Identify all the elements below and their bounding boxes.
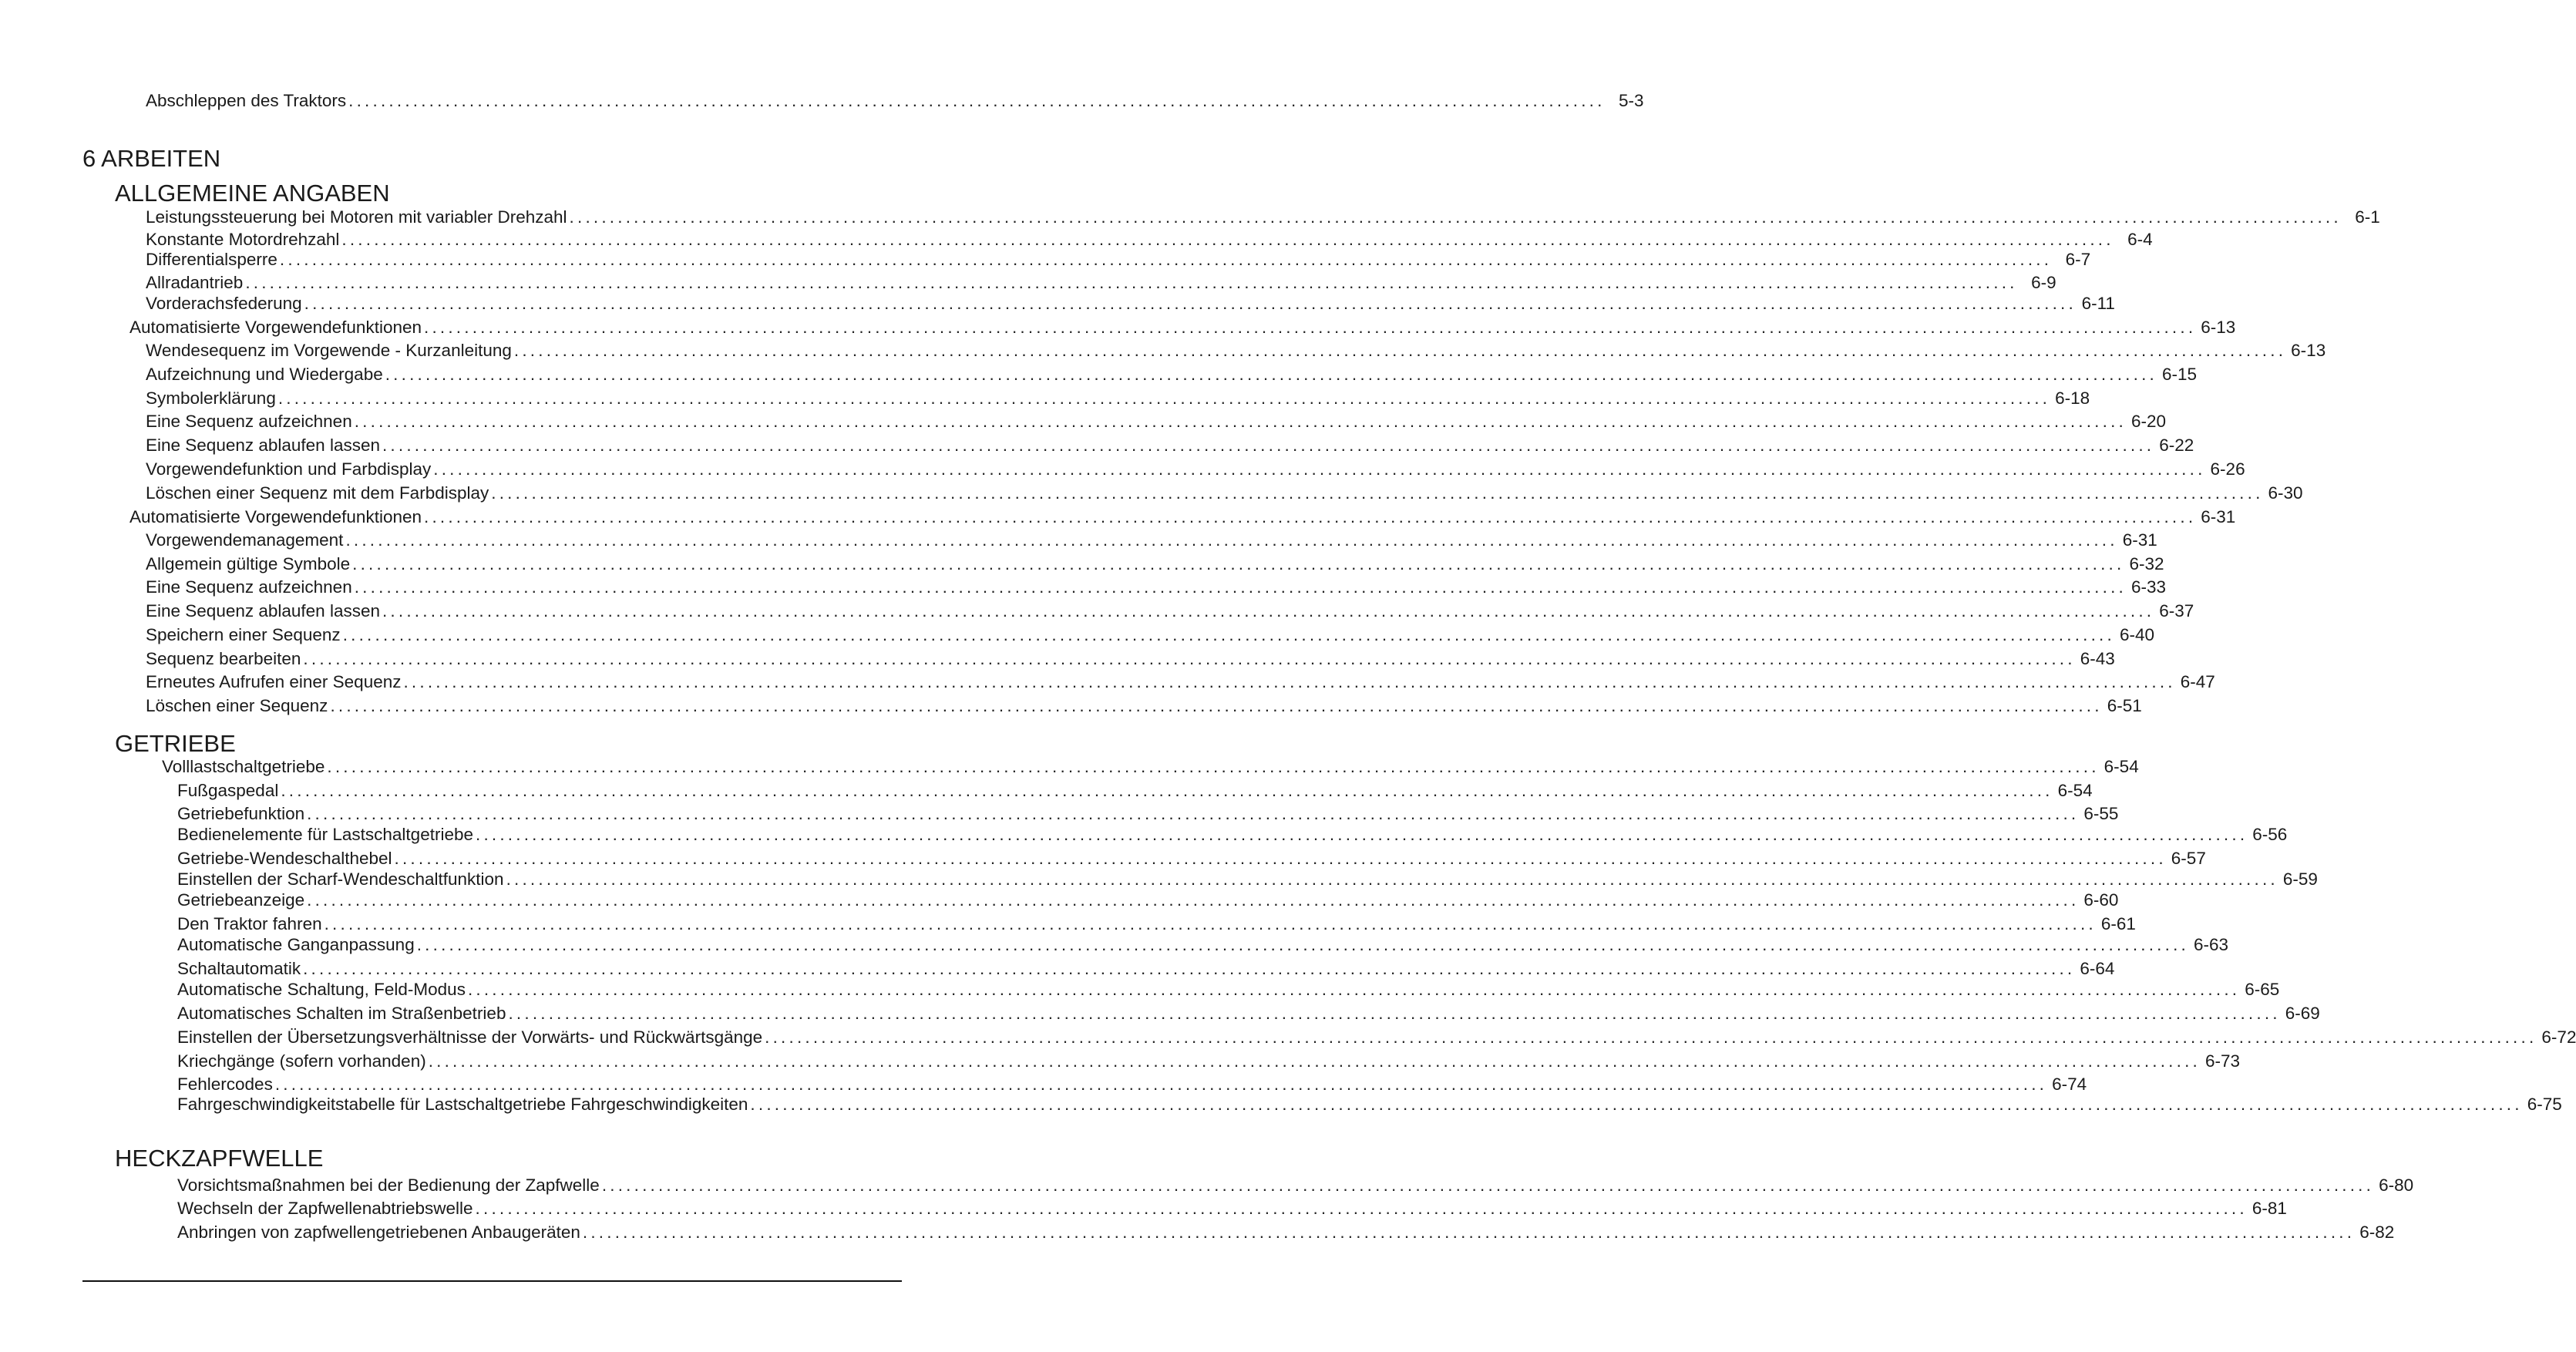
toc-entry[interactable] <box>146 270 2056 293</box>
toc-entry-title: Eine Sequenz aufzeichnen <box>146 577 352 597</box>
toc-entry-title: Konstante Motordrehzahl <box>146 230 340 249</box>
toc-entry-title: Abschleppen des Traktors <box>146 91 347 110</box>
toc-entry[interactable] <box>177 1001 2320 1024</box>
toc-entry-title: Automatisierte Vorgewendefunktionen <box>129 507 422 526</box>
toc-entry-page: 6-61 <box>2100 914 2136 933</box>
toc-entry-page: 6-13 <box>2201 318 2236 337</box>
toc-entry[interactable] <box>146 409 2167 432</box>
dot-leader: ............................................................................................................................................................................................................................ <box>569 207 2342 227</box>
dot-leader: ............................................................................................................................................................ <box>348 91 1606 110</box>
dot-leader: ............................................................................................................................................................................................................................ <box>279 250 2053 269</box>
chapter-title: ARBEITEN <box>101 145 221 172</box>
dot-leader: ............................................................................................................................................................................................................................ <box>354 412 2127 431</box>
dot-leader: ............................................................................................................................................................................................................................ <box>354 577 2127 597</box>
toc-entry-title: Allgemein gültige Symbole <box>146 554 351 573</box>
toc-entry[interactable] <box>146 456 2245 479</box>
dot-leader: ............................................................................................................................................................................................................................ <box>582 1223 2356 1242</box>
dot-leader: ............................................................................................................................................................................................................................ <box>277 388 2051 408</box>
toc-entry-page: 6-75 <box>2527 1095 2562 1114</box>
toc-entry[interactable] <box>177 1172 2414 1196</box>
toc-entry[interactable] <box>146 480 2303 503</box>
dot-leader: ............................................................................................................................................................................................................................ <box>342 625 2115 644</box>
toc-entry[interactable] <box>146 527 2157 550</box>
toc-entry-page: 6-73 <box>2204 1051 2241 1071</box>
toc-entry-page: 6-81 <box>2251 1199 2287 1218</box>
chapter-number: 6 <box>82 145 96 172</box>
toc-entry[interactable] <box>146 291 2115 314</box>
toc-entry[interactable] <box>146 622 2155 645</box>
toc-entry-title: Allradantrieb <box>146 273 244 292</box>
dot-leader: ............................................................................................................................................................................................................................ <box>281 781 2053 800</box>
toc-entry[interactable] <box>146 432 2194 456</box>
toc-entry[interactable] <box>177 822 2288 845</box>
dot-leader: ............................................................................................................................................................................................................................ <box>324 914 2097 933</box>
toc-entry-page: 6-65 <box>2245 980 2280 999</box>
dot-leader: ............................................................................................................................................................................................................................ <box>513 341 2287 360</box>
toc-entry[interactable] <box>177 932 2229 955</box>
dot-leader: ............................................................................................................................................................................................................................ <box>382 601 2155 621</box>
dot-leader: ............................................................................................................................................................................................................................ <box>424 507 2197 526</box>
toc-entry-title: Automatisches Schalten im Straßenbetrieb <box>177 1004 506 1023</box>
toc-entry-page: 6-59 <box>2282 869 2318 889</box>
toc-entry-title: Symbolerklärung <box>146 388 276 408</box>
dot-leader: ............................................................................................................................................................................................................................ <box>341 230 2114 249</box>
toc-entry-title: Automatisierte Vorgewendefunktionen <box>129 318 422 337</box>
toc-entry-page: 6-30 <box>2268 483 2303 503</box>
dot-leader: ............................................................................................................................................................................................................................ <box>352 554 2125 573</box>
toc-entry-page: 6-82 <box>2359 1223 2395 1242</box>
toc-entry[interactable] <box>146 338 2326 361</box>
toc-entry-page: 6-15 <box>2162 365 2198 384</box>
toc-entry-page: 6-74 <box>2052 1075 2087 1094</box>
toc-entry-page: 6-4 <box>2127 230 2153 249</box>
chapter-heading <box>82 145 220 173</box>
dot-leader: ............................................................................................................................................................................................................................ <box>508 1004 2281 1023</box>
toc-entry-title: Volllastschaltgetriebe <box>162 757 325 776</box>
toc-entry[interactable] <box>177 866 2318 890</box>
toc-entry[interactable] <box>129 504 2236 527</box>
toc-entry[interactable] <box>146 574 2167 597</box>
toc-entry-page: 6-69 <box>2285 1004 2320 1023</box>
dot-leader: ............................................................................................................................................................................................................................ <box>245 273 2018 292</box>
toc-entry[interactable] <box>177 977 2280 1000</box>
toc-entry[interactable] <box>162 754 2139 777</box>
toc-entry[interactable] <box>146 551 2164 574</box>
toc-entry-page: 6-7 <box>2065 250 2091 269</box>
toc-entry[interactable] <box>146 693 2142 716</box>
toc-entry-title: Den Traktor fahren <box>177 914 322 933</box>
toc-entry-page: 6-64 <box>2080 959 2115 978</box>
section-heading-gearbox: GETRIEBE <box>115 730 236 757</box>
toc-entry[interactable] <box>177 911 2136 934</box>
toc-entry[interactable] <box>177 846 2206 869</box>
toc-entry-title: Eine Sequenz ablaufen lassen <box>146 601 380 621</box>
toc-entry-page: 6-33 <box>2131 577 2167 597</box>
dot-leader: ............................................................................................................................................................................................................................ <box>307 890 2080 910</box>
toc-entry-title: Wendesequenz im Vorgewende - Kurzanleitung <box>146 341 512 360</box>
dot-leader: ............................................................................................................................................................................................................................ <box>750 1095 2523 1114</box>
toc-entry[interactable] <box>177 801 2119 824</box>
toc-entry-title: Einstellen der Übersetzungsverhältnisse der Vorwärts- und Rückwärtsgänge <box>177 1027 763 1047</box>
dot-leader: ............................................................................................................................................................................................................................ <box>303 649 2076 668</box>
toc-entry-title: Eine Sequenz aufzeichnen <box>146 412 352 431</box>
toc-entry-title: Speichern einer Sequenz <box>146 625 341 644</box>
dot-leader: ............................................................................................................................................................................................................................ <box>327 757 2100 776</box>
toc-entry-page: 6-22 <box>2159 436 2194 455</box>
toc-entry-title: Eine Sequenz ablaufen lassen <box>146 436 380 455</box>
section-heading-general: ALLGEMEINE ANGABEN <box>115 180 390 207</box>
dot-leader: ............................................................................................................................................................................................................................ <box>394 849 2167 868</box>
footer-rule <box>82 1280 902 1282</box>
dot-leader: ............................................................................................................................................................................................................................ <box>424 318 2197 337</box>
toc-entry-title: Vorgewendefunktion und Farbdisplay <box>146 459 432 479</box>
dot-leader: ............................................................................................................................................................................................................................ <box>765 1027 2537 1047</box>
dot-leader: ............................................................................................................................................................................................................................ <box>403 672 2176 691</box>
toc-entry-title: Erneutes Aufrufen einer Sequenz <box>146 672 402 691</box>
toc-entry[interactable] <box>177 1219 2395 1243</box>
toc-entry-page: 6-57 <box>2171 849 2206 868</box>
toc-entry-page: 6-51 <box>2107 696 2142 715</box>
dot-leader: ............................................................................................................................................................................................................................ <box>433 459 2206 479</box>
dot-leader: ............................................................................................................................................................................................................................ <box>330 696 2103 715</box>
toc-entry-title: Fahrgeschwindigkeitstabelle für Lastschaltgetriebe Fahrgeschwindigkeiten <box>177 1095 748 1114</box>
dot-leader: ............................................................................................................................................................................................................................ <box>303 959 2076 978</box>
toc-entry-title: Fußgaspedal <box>177 781 279 800</box>
toc-entry[interactable] <box>177 1196 2287 1219</box>
dot-leader: ............................................................................................................................................................................................................................ <box>385 365 2157 384</box>
dot-leader: ............................................................................................................................................................................................................................ <box>307 804 2080 823</box>
toc-entry[interactable] <box>177 1024 2576 1048</box>
toc-entry[interactable] <box>146 646 2115 669</box>
dot-leader: ............................................................................................................................................................................................................................ <box>416 935 2189 954</box>
toc-entry[interactable] <box>177 1091 2562 1115</box>
toc-entry-page: 6-31 <box>2201 507 2236 526</box>
toc-entry-page: 6-20 <box>2131 412 2167 431</box>
toc-entry-title: Vorderachsfederung <box>146 294 302 313</box>
dot-leader: ............................................................................................................................................................................................................................ <box>475 1199 2248 1218</box>
toc-entry[interactable] <box>146 247 2091 270</box>
toc-entry[interactable] <box>146 598 2194 621</box>
toc-entry-page: 6-13 <box>2291 341 2326 360</box>
toc-entry[interactable] <box>129 314 2236 338</box>
toc-entry[interactable] <box>146 204 2380 227</box>
toc-entry[interactable] <box>177 887 2119 910</box>
toc-entry-page: 5-3 <box>1619 91 1644 110</box>
toc-entry-title: Fehlercodes <box>177 1075 273 1094</box>
toc-entry-page: 6-37 <box>2159 601 2194 621</box>
toc-entry-title: Kriechgänge (sofern vorhanden) <box>177 1051 426 1071</box>
toc-entry[interactable] <box>146 669 2215 692</box>
toc-entry[interactable] <box>146 362 2198 385</box>
toc-entry[interactable] <box>146 88 1644 111</box>
toc-entry-page: 6-60 <box>2083 890 2119 910</box>
toc-entry-title: Sequenz bearbeiten <box>146 649 301 668</box>
dot-leader: ............................................................................................................................................................................................................................ <box>345 530 2118 550</box>
toc-entry-page: 6-55 <box>2083 804 2119 823</box>
dot-leader: ............................................................................................................................................................................................................................ <box>382 436 2155 455</box>
toc-entry-title: Differentialsperre <box>146 250 277 269</box>
toc-entry-page: 6-1 <box>2355 207 2380 227</box>
toc-entry-page: 6-43 <box>2080 649 2115 668</box>
toc-entry-title: Getriebefunktion <box>177 804 305 823</box>
dot-leader: ............................................................................................................................................................................................................................ <box>476 825 2248 844</box>
toc-entry-title: Löschen einer Sequenz <box>146 696 328 715</box>
toc-entry[interactable] <box>146 385 2090 409</box>
toc-entry-title: Automatische Schaltung, Feld-Modus <box>177 980 466 999</box>
toc-entry-page: 6-9 <box>2031 273 2056 292</box>
toc-entry-title: Bedienelemente für Lastschaltgetriebe <box>177 825 473 844</box>
toc-entry-page: 6-47 <box>2180 672 2215 691</box>
dot-leader: ............................................................................................................................................................................................................................ <box>506 869 2278 889</box>
toc-entry-page: 6-26 <box>2210 459 2245 479</box>
toc-entry[interactable] <box>177 778 2093 801</box>
toc-entry-page: 6-11 <box>2081 294 2115 313</box>
toc-entry-page: 6-56 <box>2252 825 2288 844</box>
dot-leader: ............................................................................................................................................................................................................................ <box>274 1075 2048 1094</box>
toc-entry-title: Wechseln der Zapfwellenabtriebswelle <box>177 1199 473 1218</box>
toc-entry-title: Vorgewendemanagement <box>146 530 344 550</box>
toc-entry-title: Löschen einer Sequenz mit dem Farbdisplay <box>146 483 489 503</box>
toc-entry-title: Vorsichtsmaßnahmen bei der Bedienung der Zapfwelle <box>177 1175 600 1195</box>
dot-leader: ............................................................................................................................................................................................................................ <box>304 294 2077 313</box>
toc-entry-page: 6-31 <box>2122 530 2157 550</box>
dot-leader: ............................................................................................................................................................................................................................ <box>491 483 2264 503</box>
toc-entry-page: 6-32 <box>2129 554 2164 573</box>
toc-entry-page: 6-63 <box>2194 935 2229 954</box>
toc-entry-title: Automatische Ganganpassung <box>177 935 415 954</box>
toc-entry-title: Anbringen von zapfwellengetriebenen Anbaugeräten <box>177 1223 580 1242</box>
toc-entry-page: 6-18 <box>2055 388 2090 408</box>
toc-entry-title: Leistungssteuerung bei Motoren mit variabler Drehzahl <box>146 207 567 227</box>
toc-entry[interactable] <box>177 956 2115 979</box>
toc-entry-page: 6-80 <box>2379 1175 2414 1195</box>
toc-entry-title: Getriebe-Wendeschalthebel <box>177 849 392 868</box>
toc-entry-title: Einstellen der Scharf-Wendeschaltfunktion <box>177 869 504 889</box>
toc-entry-page: 6-54 <box>2057 781 2093 800</box>
toc-entry-page: 6-54 <box>2104 757 2139 776</box>
toc-entry[interactable] <box>177 1048 2241 1071</box>
dot-leader: ............................................................................................................................................................................................................................ <box>601 1175 2375 1195</box>
toc-entry-title: Schaltautomatik <box>177 959 301 978</box>
dot-leader: ............................................................................................................................................................................................................................ <box>467 980 2241 999</box>
toc-entry-title: Aufzeichnung und Wiedergabe <box>146 365 383 384</box>
dot-leader: ............................................................................................................................................................................................................................ <box>428 1051 2201 1071</box>
section-heading-pto: HECKZAPFWELLE <box>115 1145 324 1172</box>
toc-entry-page: 6-40 <box>2119 625 2155 644</box>
toc-entry-title: Getriebeanzeige <box>177 890 305 910</box>
toc-entry-page: 6-72 <box>2541 1027 2576 1047</box>
